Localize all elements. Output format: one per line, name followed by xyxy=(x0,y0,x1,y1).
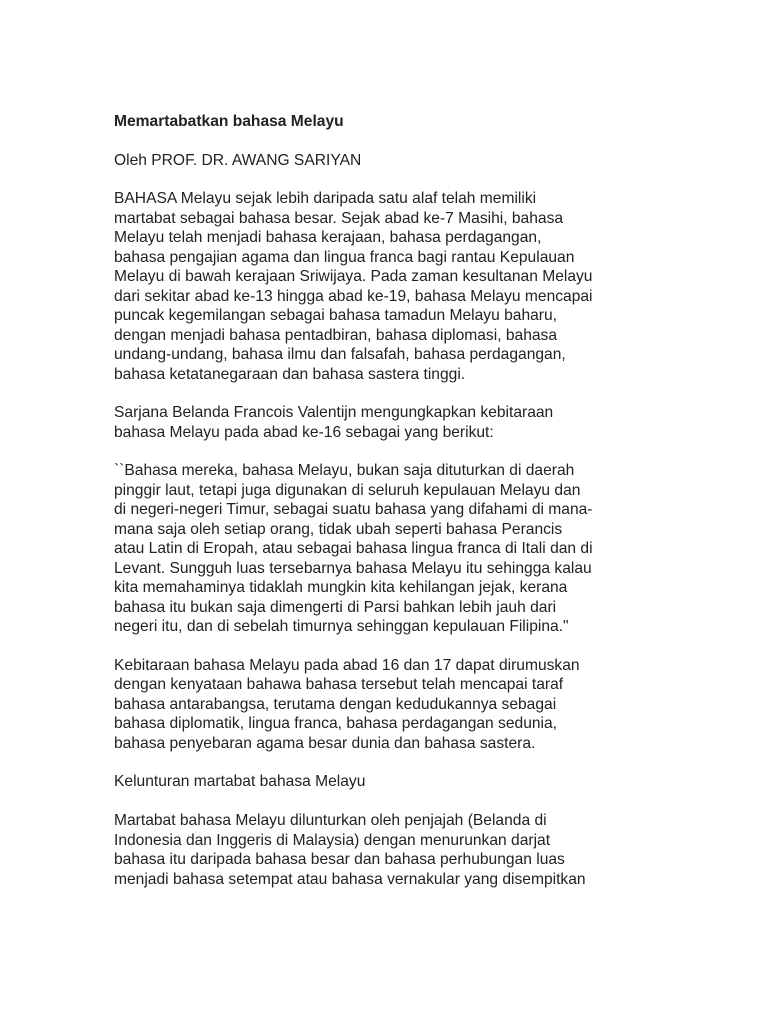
text-line: bahasa Melayu pada abad ke-16 sebagai yang berikut: xyxy=(114,423,494,441)
text-line: bahasa penyebaran agama besar dunia dan bahasa sastera. xyxy=(114,734,536,752)
text-line: negeri itu, dan di sebelah timurnya sehinggan kepulauan Filipina." xyxy=(114,618,569,635)
text-line: bahasa itu bukan saja dimengerti di Parsi bahkan lebih jauh dari xyxy=(114,598,557,616)
text-line: bahasa itu daripada bahasa besar dan bahasa perhubungan luas xyxy=(114,851,565,868)
text-line: dengan kenyataan bahawa bahasa tersebut telah mencapai taraf xyxy=(114,676,564,693)
text-line: bahasa diplomatik, lingua franca, bahasa perdagangan sedunia, xyxy=(114,715,558,732)
text-line: Kebitaraan bahasa Melayu pada abad 16 dan 17 dapat dirumuskan xyxy=(114,656,580,674)
article-title: Memartabatkan bahasa Melayu xyxy=(114,113,344,130)
paragraph-quote xyxy=(114,461,768,637)
paragraph-intro xyxy=(114,189,768,384)
text-line: Melayu telah menjadi bahasa kerajaan, bahasa perdagangan, xyxy=(114,229,542,246)
text-line: bahasa ketatanegaraan dan bahasa sastera tinggi. xyxy=(114,365,466,383)
text-line: pinggir laut, tetapi juga digunakan di seluruh kepulauan Melayu dan xyxy=(114,481,581,499)
paragraph-kebitaraan xyxy=(114,656,768,754)
text-line: Sarjana Belanda Francois Valentijn mengungkapkan kebitaraan xyxy=(114,404,554,421)
text-line: undang-undang, bahasa ilmu dan falsafah, bahasa perdagangan, xyxy=(114,346,566,363)
paragraph-valentijn xyxy=(114,403,768,442)
text-line: bahasa pengajian agama dan lingua franca bagi rantau Kepulauan xyxy=(114,248,575,266)
text-line: BAHASA Melayu sejak lebih daripada satu alaf telah memiliki xyxy=(114,190,537,207)
text-line: atau Latin di Eropah, atau sebagai bahasa lingua franca di Itali dan di xyxy=(114,540,593,557)
text-line: kita memahaminya tidaklah mungkin kita kehilangan jejak, kerana xyxy=(114,579,568,596)
section-heading: Kelunturan martabat bahasa Melayu xyxy=(114,773,366,790)
text-line: Melayu di bawah kerajaan Sriwijaya. Pada zaman kesultanan Melayu xyxy=(114,268,593,285)
text-line: puncak kegemilangan sebagai bahasa tamadun Melayu baharu, xyxy=(114,307,557,324)
text-line: Indonesia dan Inggeris di Malaysia) dengan menurunkan darjat xyxy=(114,831,551,849)
text-line: menjadi bahasa setempat atau bahasa vernakular yang disempitkan xyxy=(114,870,586,888)
text-line: dari sekitar abad ke-13 hingga abad ke-19, bahasa Melayu mencapai xyxy=(114,287,593,305)
text-line: Levant. Sungguh luas tersebarnya bahasa Melayu itu sehingga kalau xyxy=(114,559,592,577)
paragraph-kelunturan xyxy=(114,811,768,889)
text-line: Martabat bahasa Melayu dilunturkan oleh penjajah (Belanda di xyxy=(114,812,547,829)
text-line: martabat sebagai bahasa besar. Sejak abad ke-7 Masihi, bahasa xyxy=(114,209,564,227)
text-line: di negeri-negeri Timur, sebagai suatu bahasa yang difahami di mana- xyxy=(114,501,593,518)
text-line: mana saja oleh setiap orang, tidak ubah seperti bahasa Perancis xyxy=(114,520,563,538)
text-line: ``Bahasa mereka, bahasa Melayu, bukan saja dituturkan di daerah xyxy=(114,462,575,479)
text-line: dengan menjadi bahasa pentadbiran, bahasa diplomasi, bahasa xyxy=(114,326,558,344)
text-line: bahasa antarabangsa, terutama dengan kedudukannya sebagai xyxy=(114,695,557,713)
article-byline: Oleh PROF. DR. AWANG SARIYAN xyxy=(114,152,362,169)
